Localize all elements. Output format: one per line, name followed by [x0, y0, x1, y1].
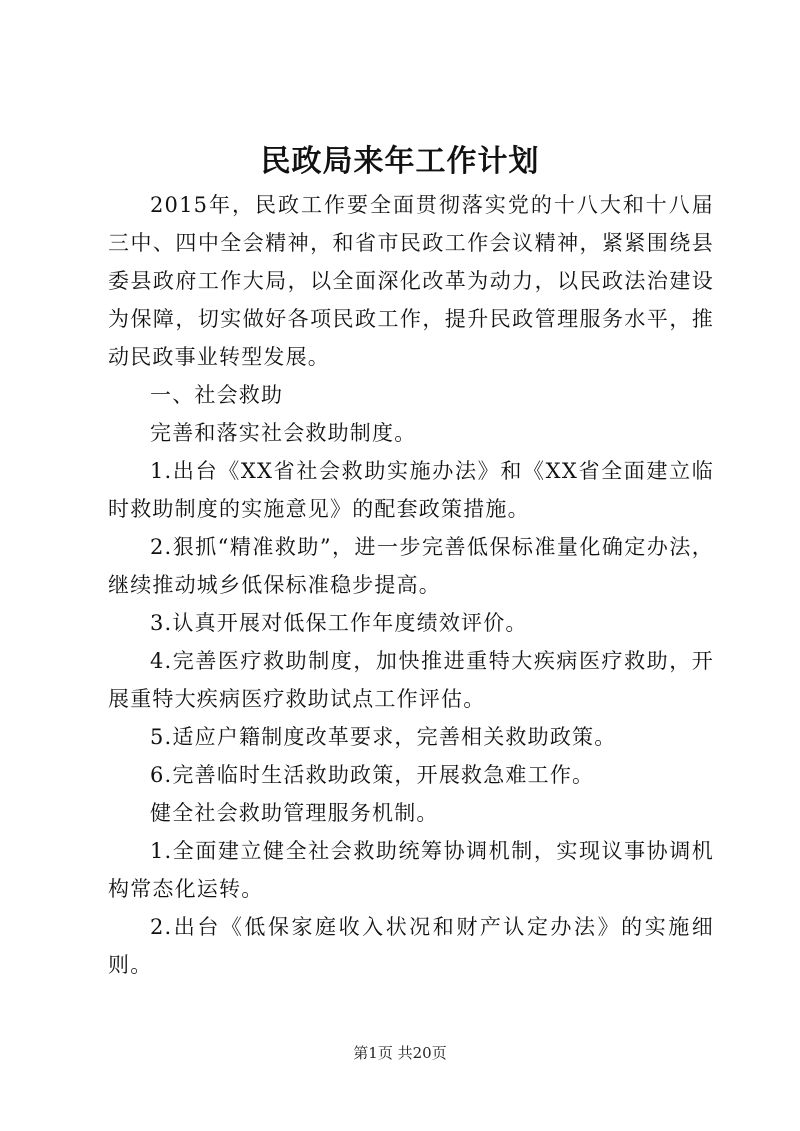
- list-item: 5.适应户籍制度改革要求，完善相关救助政策。: [150, 725, 617, 749]
- paragraph-intro: 2015年，民政工作要全面贯彻落实党的十八大和十八届三中、四中全会精神，和省市民政工作会议精神，紧紧围绕县委县政府工作大局，以全面深化改革为动力，以民政法治建设为保障，切实做好各项民政工作，提升民政管理服务水平，推动民政事业转型发展。: [108, 193, 714, 369]
- page-number-footer: 第1页 共20页: [353, 1044, 447, 1062]
- subheading-improve-system: 完善和落实社会救助制度。: [150, 421, 417, 445]
- section-heading-social-assistance: 一、社会救助: [150, 383, 284, 407]
- list-item: 1.全面建立健全社会救助统筹协调机制，实现议事协调机构常态化运转。: [108, 839, 714, 901]
- list-item: 2.出台《低保家庭收入状况和财产认定办法》的实施细则。: [108, 915, 714, 977]
- list-item: 4.完善医疗救助制度，加快推进重特大疾病医疗救助，开展重特大疾病医疗救助试点工作评估。: [108, 649, 714, 711]
- list-item: 3.认真开展对低保工作年度绩效评价。: [150, 611, 528, 635]
- document-body: [108, 186, 714, 984]
- list-item: 6.完善临时生活救助政策，开展救急难工作。: [150, 763, 595, 787]
- list-item: 2.狠抓“精准救助”，进一步完善低保标准量化确定办法，继续推动城乡低保标准稳步提高。: [108, 535, 714, 597]
- list-item: 1.出台《XX省社会救助实施办法》和《XX省全面建立临时救助制度的实施意见》的配套政策措施。: [108, 459, 714, 521]
- document-title: 民政局来年工作计划: [260, 144, 540, 179]
- subheading-management-mechanism: 健全社会救助管理服务机制。: [150, 801, 439, 825]
